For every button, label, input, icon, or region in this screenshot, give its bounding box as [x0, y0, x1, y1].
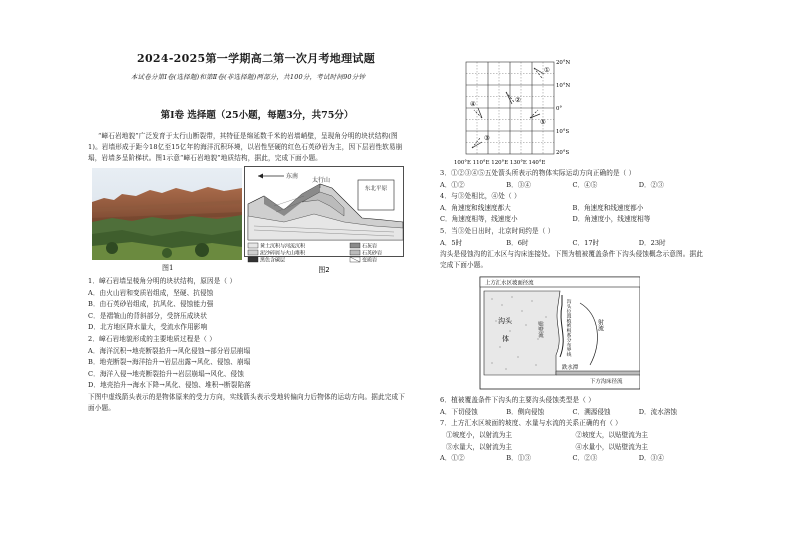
marker: ①	[544, 66, 550, 74]
q6-option-b: B．侧向侵蚀	[506, 407, 545, 416]
q6-option-a: A．下切侵蚀	[440, 407, 478, 416]
q2-option-d: D．地壳抬升→海水下降→风化、侵蚀、堆积→断裂陷落	[88, 381, 251, 390]
q6-options	[440, 407, 705, 419]
q4-option-c: C．角速度相等，线速度小	[440, 215, 518, 224]
q5-option-a: A．5时	[440, 238, 463, 247]
q2-option-b: B．地壳断裂→海洋抬升→岩层出露→风化、侵蚀、崩塌	[88, 358, 251, 367]
q4-options-row2	[440, 214, 705, 226]
question-4: 4．与③处相比，④处（ ）	[440, 192, 521, 201]
direction-label: 东南	[286, 173, 299, 180]
q5-option-b: B．6时	[506, 238, 529, 247]
marker: ③	[484, 134, 490, 142]
plain-label: 东北平原	[364, 186, 388, 192]
section-heading: 第Ⅰ卷 选择题（25小题，每题3分，共75分）	[160, 110, 354, 121]
root-boundary-label: 沟头位置植被根系分布界线	[565, 299, 571, 357]
q2-option-a: A．海洋沉积→地壳断裂抬升→风化侵蚀→部分岩层崩塌	[88, 346, 251, 355]
legend-item: 黑色含碳层	[260, 257, 286, 264]
jet-flow-label: 射流	[596, 319, 604, 332]
lat-label: 0°	[556, 106, 563, 112]
legend-item: 黄土沉积与河流沉积	[260, 243, 306, 250]
q4-option-d: D．角速度小，线速度相等	[572, 215, 651, 224]
figure-row	[88, 166, 408, 276]
intro-paragraph: “嶂石岩地貌”广泛发育于太行山断裂带，其特征是绵延数千米的岩墙峭壁，呈现角分明的块状结构(图1)。岩墙形成于距今18亿至15亿年的海洋沉积环境，以岩性坚硬的红色石英砂岩为主，因下层岩性软易崩塌，岩墙多呈阶梯状。图1示意“嶂石岩地貌”地质结构，据此，完成下面小题。	[88, 132, 403, 162]
q5-option-c: C．17时	[572, 238, 600, 247]
q7-option-c: C．②③	[572, 454, 598, 463]
legend-item: 泥沙碎屑与火山堆积	[260, 250, 306, 257]
intro-paragraph-2: 下图中虚线箭头表示的是物体原来的受力方向，实线箭头表示受地转偏向力后物体的运动方向。据此完成下面小题。	[88, 392, 405, 412]
q3-option-d: D．②③	[638, 180, 664, 189]
right-column	[440, 58, 705, 465]
q7-option-d: D．③④	[638, 454, 664, 463]
q5-options	[440, 238, 705, 250]
figure2-caption: 图2	[318, 266, 330, 274]
q7-option-a: A．①②	[440, 454, 465, 463]
q4-option-b: B．角速度和线速度都小	[572, 203, 644, 212]
q3-option-b: B．③④	[506, 180, 531, 189]
coriolis-grid-figure	[452, 58, 582, 168]
lat-label: 10°S	[556, 129, 570, 135]
q2-option-c: C．海洋入侵→地壳断裂抬升→岩层崩塌→风化、侵蚀	[88, 369, 244, 378]
question-2: 2．嶂石岩地貌形成的主要地质过程是（ ）	[88, 334, 216, 343]
gully-left-label: 沟头	[498, 317, 512, 326]
q5-option-d: D．23时	[638, 238, 666, 247]
bottom-flow-label: 下方沟床径流	[590, 379, 623, 386]
q1-option-c: C．是褶皱山的背斜部分，受挤压成块状	[88, 311, 207, 320]
q7-option-b: B．①③	[506, 454, 531, 463]
q6-option-c: C．溯源侵蚀	[572, 407, 611, 416]
q4-options-row1	[440, 203, 705, 215]
q3-options	[440, 180, 705, 192]
gully-erosion-figure	[440, 275, 640, 391]
q7-sub-3: ③水量大，以射流为主	[446, 442, 512, 451]
q3-option-a: A．①②	[440, 180, 465, 189]
q6-option-d: D．流水溶蚀	[638, 407, 678, 416]
question-1: 1．嶂石岩墙呈棱角分明的块状结构，原因是（ ）	[88, 277, 237, 285]
mountain-label: 太行山	[312, 177, 331, 184]
page-subtitle: 本试卷分第Ⅰ卷(选择题)和第Ⅱ卷(非选择题)两部分，共100分，考试时间90分钟	[130, 73, 366, 81]
q1-option-b: B．由石英砂岩组成，抗风化、侵蚀能力强	[88, 300, 214, 309]
question-7: 7．上方汇水区坡面的坡度、水量与水流的关系正确的有（ ）	[440, 419, 622, 428]
lat-label: 20°N	[556, 60, 571, 66]
q7-sub-row1	[440, 430, 705, 442]
q7-sub-1: ①坡度小，以射流为主	[446, 430, 512, 439]
geologic-section-figure	[244, 166, 404, 276]
q1-option-d: D．北方地区降水量大，受流水作用影响	[88, 323, 208, 332]
marker: ⑤	[540, 118, 546, 126]
q7-options	[440, 453, 705, 465]
marker: ②	[515, 96, 521, 104]
lon-labels: 100°E 110°E 120°E 130°E 140°E	[454, 160, 546, 166]
pool-label: 跌水潭	[562, 365, 579, 372]
q3-option-c: C．④⑤	[572, 180, 598, 189]
lat-label: 10°N	[556, 83, 571, 89]
figure1-caption: 图1	[162, 264, 174, 272]
q1-option-a: A．由火山岩和变质岩组成，坚硬、抗侵蚀	[88, 288, 214, 297]
page-title: 2024-2025第一学期高二第一次月考地理试题	[137, 52, 375, 65]
wall-flow-label: 贴壁流	[537, 321, 543, 338]
q7-sub-2: ②坡度大，以贴壁流为主	[575, 430, 649, 439]
q7-sub-4: ④水量小，以贴壁流为主	[575, 442, 649, 451]
q4-option-a: A．角速度和线速度都大	[440, 203, 511, 212]
cliff-photo	[92, 168, 242, 260]
question-6: 6．植被覆盖条件下沟头的主要沟头侵蚀类型是（ ）	[440, 396, 595, 405]
gully-body-label: 体	[502, 335, 509, 344]
gully-top-label: 上方汇水区坡面径流	[485, 280, 534, 287]
q7-sub-row2	[440, 442, 705, 454]
legend-item: 石英砂岩	[362, 250, 383, 257]
lat-label: 20°S	[556, 150, 570, 156]
question-3: 3．①②③④⑤五处箭头所表示的物体实际运动方向正确的是（ ）	[440, 169, 636, 177]
left-column	[88, 50, 408, 414]
legend-item: 石灰岩	[362, 243, 378, 250]
legend-item: 变质岩	[362, 257, 378, 264]
marker: ④	[470, 100, 476, 108]
question-5: 5．当③处日出时，北京时间约是（ ）	[440, 226, 555, 235]
intro-paragraph-3: 沟头是侵蚀沟的汇水区与沟床连接处。下图为植被覆盖条件下沟头侵蚀概念示意图。据此完成下面小题。	[440, 250, 704, 270]
